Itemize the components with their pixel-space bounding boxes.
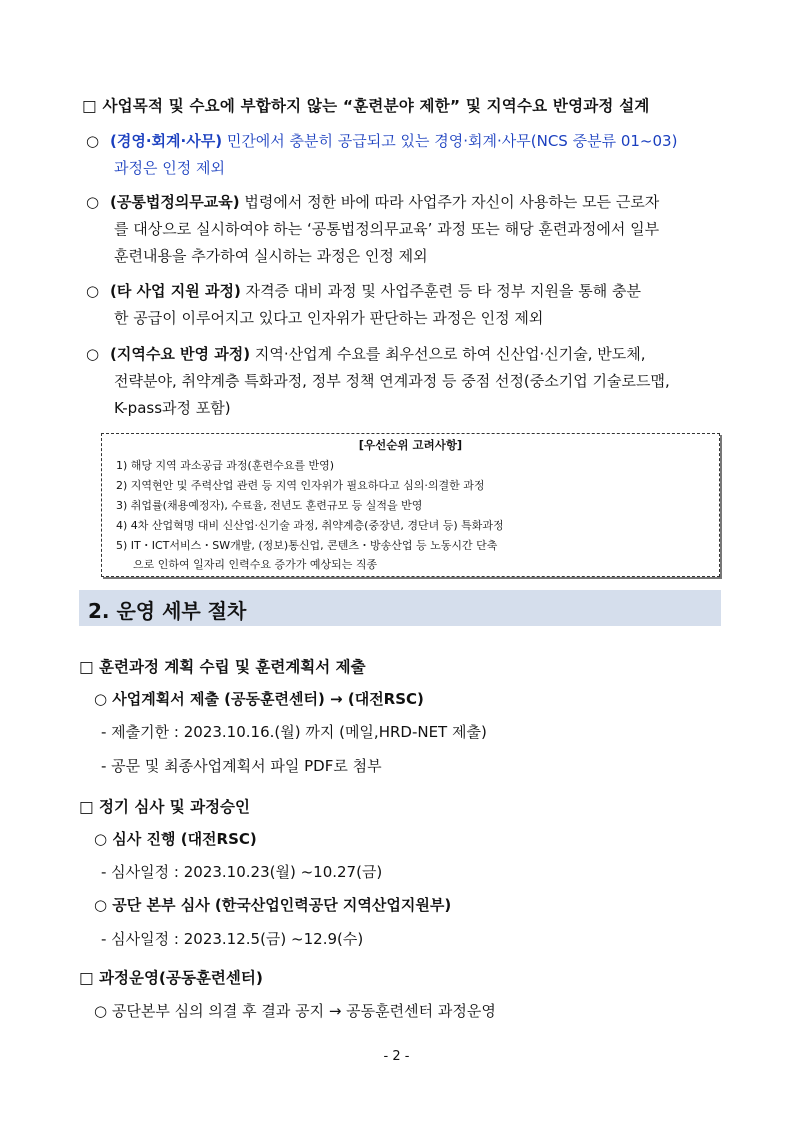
page-number: - 2 -	[383, 1049, 410, 1064]
bullet-text: 민간에서 충분히 공급되고 있는 경영·회계·사무(NCS 중분류 01~03)	[222, 132, 678, 150]
box-item: 1) 해당 지역 과소공급 과정(훈련수요를 반영)	[116, 459, 334, 472]
bullet-text-continued: 과정은 인정 제외	[114, 159, 225, 177]
detail-attachment: - 공문 및 최종사업계획서 파일 PDF로 첨부	[101, 757, 382, 775]
bullet-text-continued: K-pass과정 포함)	[114, 399, 231, 417]
detail-hq-review-schedule: - 심사일정 : 2023.12.5(금) ~12.9(수)	[101, 930, 364, 948]
sub-result-notice: ○ 공단본부 심의 의결 후 결과 공지 → 공동훈련센터 과정운영	[94, 1002, 496, 1020]
box-item: 2) 지역현안 및 주력산업 관련 등 지역 인자위가 필요하다고 심의·의결한 과정	[116, 479, 485, 492]
sub-review-progress: ○ 심사 진행 (대전RSC)	[94, 830, 257, 848]
bullet-title: (경영·회계·사무)	[110, 132, 223, 150]
bullet-other-program-support	[86, 278, 641, 305]
box-item: 5) IT・ICT서비스・SW개발, (정보)통신업, 콘텐츠・방송산업 등 노동시간 단축	[116, 539, 498, 552]
heading-training-plan: □ 훈련과정 계획 수립 및 훈련계획서 제출	[79, 658, 366, 676]
bullet-text: 법령에서 정한 바에 따라 사업주가 자신이 사용하는 모든 근로자	[239, 193, 660, 211]
section-title-bar	[79, 590, 721, 626]
detail-review-schedule: - 심사일정 : 2023.10.23(월) ~10.27(금)	[101, 863, 383, 881]
heading-review-approval: □ 정기 심사 및 과정승인	[79, 798, 250, 816]
bullet-text-continued: 를 대상으로 실시하여야 하는 ‘공통법정의무교육’ 과정 또는 해당 훈련과정에서 일부	[114, 220, 660, 238]
box-item: 3) 취업률(채용예정자), 수료율, 전년도 훈련규모 등 실적을 반영	[116, 499, 423, 512]
bullet-marker: ○	[86, 282, 100, 300]
detail-deadline: - 제출기한 : 2023.10.16.(월) 까지 (메일,HRD-NET 제출)	[101, 723, 487, 741]
bullet-marker: ○	[86, 132, 100, 150]
box-item: 4) 4차 산업혁명 대비 신산업·신기술 과정, 취약계층(중장년, 경단녀 등) 특화과정	[116, 519, 504, 532]
sub-plan-submission: ○ 사업계획서 제출 (공동훈련센터) → (대전RSC)	[94, 690, 424, 708]
bullet-marker: ○	[86, 345, 100, 363]
heading-course-operation: □ 과정운영(공동훈련센터)	[79, 969, 263, 987]
priority-considerations-box	[101, 433, 720, 577]
bullet-title: (공통법정의무교육)	[110, 193, 240, 211]
bullet-text-continued: 한 공급이 이루어지고 있다고 인자위가 판단하는 과정은 인정 제외	[114, 309, 544, 327]
bullet-text: 지역·산업계 수요를 최우선으로 하여 신산업·신기술, 반도체,	[250, 345, 646, 363]
bullet-text: 자격증 대비 과정 및 사업주훈련 등 타 정부 지원을 통해 충분	[240, 282, 642, 300]
box-title: [우선순위 고려사항]	[358, 438, 463, 452]
bullet-title: (타 사업 지원 과정)	[110, 282, 241, 300]
bullet-marker: ○	[86, 193, 100, 211]
bullet-common-legal-training	[86, 189, 659, 216]
section-heading-training-restriction: □ 사업목적 및 수요에 부합하지 않는 “훈련분야 제한” 및 지역수요 반영과정 설계	[82, 97, 650, 115]
bullet-regional-demand	[86, 341, 646, 368]
bullet-management-accounting	[86, 128, 677, 155]
sub-hq-review: ○ 공단 본부 심사 (한국산업인력공단 지역산업지원부)	[94, 896, 452, 914]
bullet-text-continued: 전략분야, 취약계층 특화과정, 정부 정책 연계과정 등 중점 선정(중소기업 기술로드맵,	[114, 372, 670, 390]
bullet-title: (지역수요 반영 과정)	[110, 345, 251, 363]
bullet-text-continued: 훈련내용을 추가하여 실시하는 과정은 인정 제외	[114, 247, 428, 265]
section-title: 2. 운영 세부 절차	[88, 599, 247, 623]
box-item-continued: 으로 인하여 일자리 인력수요 증가가 예상되는 직종	[133, 558, 378, 571]
